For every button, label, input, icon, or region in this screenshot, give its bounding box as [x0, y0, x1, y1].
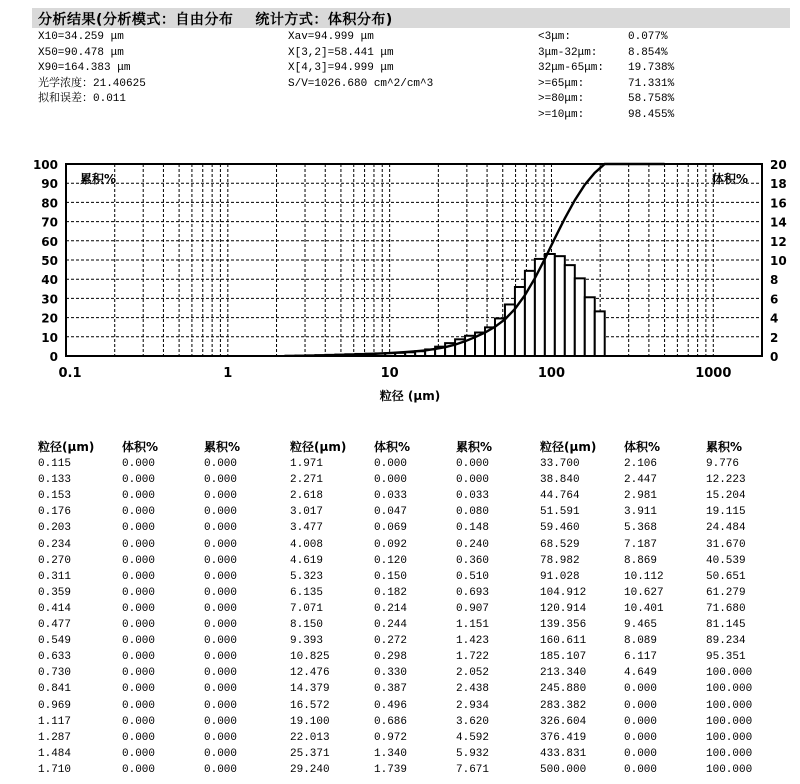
table-cell: 0.000 [122, 570, 156, 583]
table-header: 累积% [706, 440, 743, 454]
table-cell: 78.982 [540, 554, 580, 567]
right-axis-tick-label: 6 [770, 292, 779, 307]
table-cell: 5.368 [624, 522, 658, 535]
stat-range-label: >=10μm: [538, 108, 585, 121]
stat-line: X90=164.383 μm [38, 62, 131, 74]
table-cell: 1.423 [456, 635, 490, 648]
table-cell: 0.000 [204, 474, 238, 487]
stat-range-value: 71.331% [628, 77, 675, 90]
table-cell: 0.000 [122, 715, 156, 728]
table-cell: 100.000 [706, 763, 753, 776]
right-axis-tick-label: 18 [770, 177, 787, 192]
table-cell: 100.000 [706, 715, 753, 728]
table-cell: 10.627 [624, 586, 664, 599]
x-axis-tick-label: 1000 [695, 366, 732, 381]
table-cell: 0.000 [204, 570, 238, 583]
volume-bar [305, 355, 315, 356]
table-header: 体积% [624, 440, 661, 454]
table-cell: 1.340 [374, 747, 408, 760]
stat-line: X10=34.259 μm [38, 31, 124, 43]
right-axis-tick-label: 4 [770, 311, 779, 326]
table-cell: 0.214 [374, 602, 408, 615]
table-cell: 0.969 [38, 699, 72, 712]
table-header: 体积% [374, 440, 411, 454]
table-cell: 19.100 [290, 715, 330, 728]
analysis-mode-title: 分析结果(分析模式：自由分布 [38, 12, 234, 28]
table-cell: 0.686 [374, 715, 408, 728]
table-cell: 7.071 [290, 602, 324, 615]
table-cell: 1.287 [38, 731, 72, 744]
table-cell: 283.382 [540, 699, 587, 712]
table-cell: 10.825 [290, 651, 330, 664]
volume-bar [525, 271, 535, 356]
table-cell: 0.000 [122, 667, 156, 680]
table-cell: 59.460 [540, 522, 580, 535]
table-cell: 0.033 [456, 490, 490, 503]
table-cell: 50.651 [706, 570, 746, 583]
table-cell: 3.620 [456, 715, 490, 728]
stat-range-value: 98.455% [628, 108, 675, 121]
table-cell: 0.311 [38, 570, 72, 583]
table-cell: 0.298 [374, 651, 408, 664]
table-cell: 38.840 [540, 474, 580, 487]
x-axis-tick-label: 100 [537, 366, 566, 381]
table-cell: 0.387 [374, 683, 408, 696]
particle-size-chart [0, 150, 800, 410]
table-cell: 0.000 [122, 651, 156, 664]
table-cell: 0.000 [204, 747, 238, 760]
table-cell: 2.934 [456, 699, 490, 712]
table-cell: 0.176 [38, 506, 72, 519]
table-cell: 0.000 [456, 474, 490, 487]
table-cell: 0.000 [122, 458, 156, 470]
table-cell: 0.000 [204, 715, 238, 728]
table-cell: 51.591 [540, 506, 580, 519]
table-cell: 0.000 [122, 506, 156, 519]
table-cell: 7.671 [456, 763, 490, 776]
table-cell: 139.356 [540, 619, 587, 631]
table-cell: 0.693 [456, 586, 490, 599]
table-cell: 5.932 [456, 747, 490, 760]
table-cell: 0.510 [456, 570, 490, 583]
table-cell: 0.730 [38, 667, 72, 680]
table-cell: 0.000 [122, 635, 156, 648]
right-axis-tick-label: 2 [770, 330, 779, 345]
table-cell: 0.549 [38, 635, 72, 648]
table-cell: 0.000 [374, 458, 408, 470]
table-cell: 2.271 [290, 474, 324, 487]
table-cell: 22.013 [290, 731, 330, 744]
table-cell: 0.203 [38, 522, 72, 535]
table-cell: 10.112 [624, 570, 664, 583]
table-cell: 100.000 [706, 683, 753, 696]
stat-line: Xav=94.999 μm [288, 31, 374, 43]
table-cell: 81.145 [706, 619, 746, 631]
table-cell: 0.000 [122, 763, 156, 776]
table-cell: 71.680 [706, 602, 746, 615]
table-cell: 2.052 [456, 667, 490, 680]
left-axis-tick-label: 10 [41, 330, 58, 345]
table-header: 体积% [122, 440, 159, 454]
left-axis-tick-label: 30 [41, 292, 58, 307]
table-cell: 12.476 [290, 667, 330, 680]
x-axis-tick-label: 0.1 [58, 366, 82, 381]
table-cell: 0.477 [38, 619, 72, 631]
table-cell: 2.981 [624, 490, 658, 503]
stat-range-value: 0.077% [628, 31, 668, 43]
left-axis-tick-label: 0 [49, 350, 58, 364]
table-cell: 0.000 [122, 586, 156, 599]
x-axis-tick-label: 1 [223, 366, 233, 381]
table-cell: 0.000 [122, 747, 156, 760]
table-cell: 8.150 [290, 619, 324, 631]
table-cell: 0.000 [204, 731, 238, 744]
table-cell: 100.000 [706, 667, 753, 680]
table-cell: 0.000 [204, 602, 238, 615]
table-cell: 9.465 [624, 619, 658, 631]
table-cell: 0.000 [374, 474, 408, 487]
table-cell: 2.618 [290, 490, 324, 503]
stat-line: X50=90.478 μm [38, 46, 124, 59]
table-cell: 9.776 [706, 458, 740, 470]
table-cell: 6.135 [290, 586, 324, 599]
right-axis-tick-label: 12 [770, 234, 787, 249]
report-title [38, 9, 393, 29]
left-axis-label: 累积% [80, 172, 117, 186]
stat-line: 光学浓度：21.40625 [38, 77, 146, 90]
table-cell: 0.244 [374, 619, 408, 631]
table-header: 累积% [204, 440, 241, 454]
table-cell: 0.000 [204, 683, 238, 696]
table-cell: 8.089 [624, 635, 658, 648]
stat-range-value: 19.738% [628, 62, 675, 74]
table-cell: 6.117 [624, 651, 658, 664]
table-cell: 0.000 [122, 554, 156, 567]
right-axis-tick-label: 0 [770, 350, 779, 364]
table-cell: 0.359 [38, 586, 72, 599]
table-cell: 0.000 [122, 522, 156, 535]
table-cell: 0.000 [122, 699, 156, 712]
left-axis-tick-label: 70 [41, 215, 58, 230]
table-cell: 2.447 [624, 474, 658, 487]
stat-range-label: 3μm-32μm: [538, 46, 598, 59]
table-cell: 1.484 [38, 747, 72, 760]
stat-line: S/V=1026.680 cm^2/cm^3 [288, 77, 434, 90]
table-cell: 0.133 [38, 474, 72, 487]
table-cell: 0.000 [122, 731, 156, 744]
table-cell: 0.033 [374, 490, 408, 503]
table-cell: 0.000 [122, 683, 156, 696]
table-cell: 5.323 [290, 570, 324, 583]
table-cell: 120.914 [540, 602, 587, 615]
stat-line: X[3,2]=58.441 μm [288, 46, 394, 59]
table-cell: 0.270 [38, 554, 72, 567]
right-axis-tick-label: 14 [770, 215, 787, 230]
stat-range-value: 8.854% [628, 46, 668, 59]
table-header: 累积% [456, 440, 493, 454]
table-cell: 1.739 [374, 763, 408, 776]
table-cell: 44.764 [540, 490, 580, 503]
table-cell: 3.911 [624, 506, 658, 519]
table-cell: 1.710 [38, 763, 72, 776]
table-cell: 25.371 [290, 747, 330, 760]
table-cell: 33.700 [540, 458, 580, 470]
stat-range-value: 58.758% [628, 93, 675, 105]
table-cell: 0.000 [624, 747, 658, 760]
table-cell: 0.047 [374, 506, 408, 519]
left-axis-tick-label: 40 [41, 273, 58, 288]
table-cell: 15.204 [706, 490, 746, 503]
right-axis-tick-label: 20 [770, 158, 787, 172]
table-cell: 0.000 [204, 619, 238, 631]
table-cell: 0.633 [38, 651, 72, 664]
table-cell: 0.907 [456, 602, 490, 615]
table-cell: 16.572 [290, 699, 330, 712]
table-cell: 0.000 [624, 715, 658, 728]
table-cell: 95.351 [706, 651, 746, 664]
table-cell: 0.000 [122, 538, 156, 551]
table-cell: 1.151 [456, 619, 490, 631]
stat-range-label: >=65μm: [538, 77, 585, 90]
table-cell: 2.106 [624, 458, 658, 470]
volume-bar [555, 256, 565, 356]
table-cell: 0.148 [456, 522, 490, 535]
table-cell: 500.000 [540, 763, 587, 776]
x-axis-label: 粒径 (μm) [379, 389, 441, 403]
table-cell: 0.150 [374, 570, 408, 583]
table-cell: 100.000 [706, 731, 753, 744]
table-cell: 24.484 [706, 522, 746, 535]
table-cell: 0.000 [204, 763, 238, 776]
table-cell: 61.279 [706, 586, 746, 599]
table-cell: 0.240 [456, 538, 490, 551]
left-axis-tick-label: 90 [41, 177, 58, 192]
table-cell: 0.000 [204, 538, 238, 551]
table-cell: 0.000 [204, 490, 238, 503]
right-axis-tick-label: 10 [770, 254, 787, 268]
table-cell: 10.401 [624, 602, 664, 615]
table-cell: 376.419 [540, 731, 587, 744]
table-cell: 0.000 [204, 667, 238, 680]
table-cell: 326.604 [540, 715, 587, 728]
stat-range-label: >=80μm: [538, 93, 585, 105]
table-cell: 4.592 [456, 731, 490, 744]
table-cell: 0.000 [624, 763, 658, 776]
table-cell: 0.234 [38, 538, 72, 551]
table-cell: 0.000 [122, 619, 156, 631]
table-cell: 0.496 [374, 699, 408, 712]
table-cell: 0.330 [374, 667, 408, 680]
table-cell: 0.000 [122, 490, 156, 503]
table-cell: 0.000 [624, 731, 658, 744]
table-cell: 0.000 [204, 651, 238, 664]
table-cell: 0.000 [204, 635, 238, 648]
volume-bar [565, 265, 575, 356]
stat-range-label: <3μm: [538, 31, 572, 43]
volume-bar [595, 311, 605, 356]
volume-bar [585, 297, 595, 356]
table-cell: 89.234 [706, 635, 746, 648]
table-cell: 185.107 [540, 651, 587, 664]
table-cell: 0.080 [456, 506, 490, 519]
table-header: 粒径(μm) [38, 440, 95, 454]
table-cell: 4.008 [290, 538, 324, 551]
left-axis-tick-label: 20 [41, 311, 58, 326]
left-axis-tick-label: 80 [41, 196, 58, 211]
table-cell: 1.117 [38, 715, 72, 728]
table-cell: 213.340 [540, 667, 587, 680]
statistics-method-title: 统计方式：体积分布) [255, 12, 393, 28]
stat-range-label: 32μm-65μm: [538, 62, 605, 74]
table-cell: 0.972 [374, 731, 408, 744]
table-cell: 0.000 [624, 699, 658, 712]
table-cell: 0.000 [204, 586, 238, 599]
table-cell: 0.000 [204, 522, 238, 535]
table-header: 粒径(μm) [540, 440, 597, 454]
table-cell: 0.360 [456, 554, 490, 567]
table-cell: 4.649 [624, 667, 658, 680]
table-cell: 0.000 [122, 474, 156, 487]
table-cell: 100.000 [706, 699, 753, 712]
table-cell: 0.000 [204, 699, 238, 712]
table-cell: 0.414 [38, 602, 72, 615]
left-axis-tick-label: 100 [32, 158, 58, 172]
table-cell: 31.670 [706, 538, 746, 551]
table-cell: 1.971 [290, 458, 324, 470]
table-cell: 100.000 [706, 747, 753, 760]
table-cell: 8.869 [624, 554, 658, 567]
table-cell: 1.722 [456, 651, 490, 664]
table-cell: 40.539 [706, 554, 746, 567]
table-cell: 91.028 [540, 570, 580, 583]
left-axis-tick-label: 50 [41, 254, 58, 268]
table-cell: 3.017 [290, 506, 324, 519]
table-cell: 433.831 [540, 747, 587, 760]
stat-line: X[4,3]=94.999 μm [288, 62, 394, 74]
table-cell: 245.880 [540, 683, 587, 696]
table-cell: 0.153 [38, 490, 72, 503]
table-cell: 29.240 [290, 763, 330, 776]
x-axis-tick-label: 10 [380, 366, 399, 381]
volume-bar [545, 254, 555, 356]
table-cell: 7.187 [624, 538, 658, 551]
table-cell: 2.438 [456, 683, 490, 696]
right-axis-label: 体积% [711, 172, 748, 186]
table-cell: 0.272 [374, 635, 408, 648]
table-cell: 0.115 [38, 458, 72, 470]
table-cell: 0.000 [122, 602, 156, 615]
table-cell: 0.000 [204, 506, 238, 519]
table-cell: 0.092 [374, 538, 408, 551]
table-cell: 0.069 [374, 522, 408, 535]
table-cell: 12.223 [706, 474, 746, 487]
table-cell: 0.182 [374, 586, 408, 599]
table-cell: 68.529 [540, 538, 580, 551]
table-cell: 0.000 [624, 683, 658, 696]
table-cell: 4.619 [290, 554, 324, 567]
table-cell: 14.379 [290, 683, 330, 696]
table-cell: 19.115 [706, 506, 746, 519]
table-cell: 0.000 [204, 554, 238, 567]
table-cell: 9.393 [290, 635, 324, 648]
volume-bar [575, 278, 585, 356]
table-cell: 0.841 [38, 683, 72, 696]
table-cell: 0.120 [374, 554, 408, 567]
left-axis-tick-label: 60 [41, 234, 58, 249]
table-cell: 160.611 [540, 635, 587, 648]
stat-line: 拟和误差：0.011 [38, 93, 127, 105]
table-cell: 0.000 [456, 458, 490, 470]
table-cell: 0.000 [204, 458, 238, 470]
table-cell: 104.912 [540, 586, 587, 599]
right-axis-tick-label: 16 [770, 196, 787, 211]
table-cell: 3.477 [290, 522, 324, 535]
right-axis-tick-label: 8 [770, 273, 779, 288]
table-header: 粒径(μm) [290, 440, 347, 454]
